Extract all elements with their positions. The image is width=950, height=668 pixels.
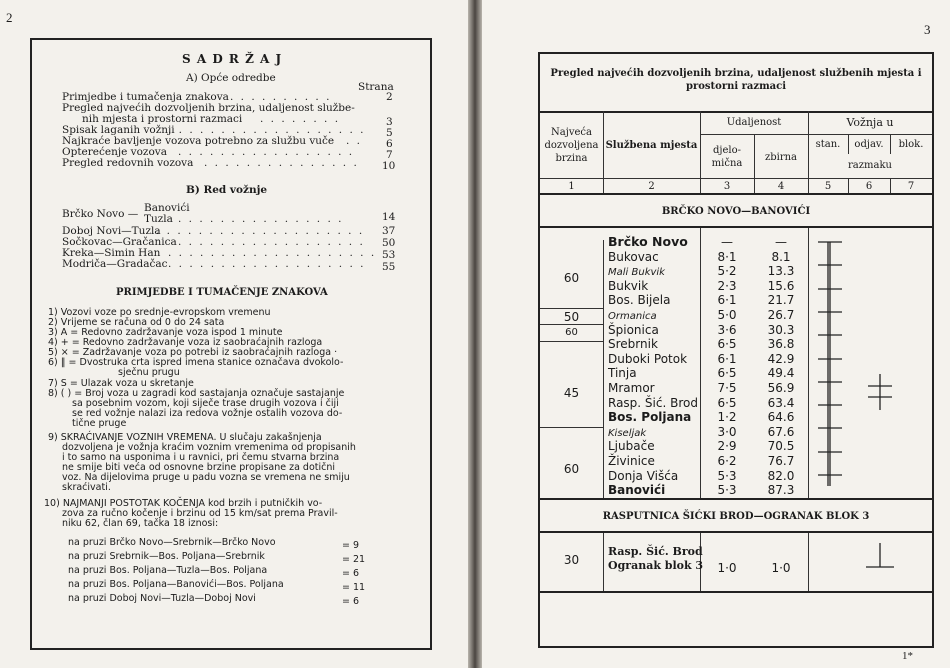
col-number: 4 [777, 181, 785, 192]
distance-part: 3·6 [717, 322, 737, 337]
remark-line: 6) ‖ = Dvostruka crta ispred imena stanice označava dvokolo- [48, 357, 344, 368]
rule [540, 193, 932, 195]
remark-line: 9) SKRAĆIVANJE VOZNIH VREMENA. U slučaju zakašnjenja [48, 432, 322, 443]
toc-b-item: Sočkovac—Gračanica [62, 236, 177, 248]
toc-a-item-7: Pregled redovnih vozova [62, 157, 194, 169]
rule [700, 134, 932, 135]
toc-a-item-4: Spisak laganih vožnji [62, 124, 175, 136]
header-travel: Vožnja u [846, 116, 894, 129]
toc-dots: . . . . . . . . . . . . . . . . . [178, 146, 355, 158]
col-number: 2 [648, 181, 655, 192]
track-diagram [808, 533, 932, 591]
book-spine [468, 0, 482, 668]
toc-a-item-2: Pregled najvećih dozvoljenih brzina, udaljenost službe- [62, 102, 355, 114]
header-dist-total: zbirna [764, 152, 798, 163]
braking-value: = 6 [342, 568, 360, 579]
speed-value: 60 [563, 462, 580, 476]
toc-page: 7 [386, 149, 393, 161]
station-name: Bos. Poljana [608, 410, 692, 425]
distance-part: 6·5 [717, 366, 737, 381]
rule [540, 308, 603, 309]
header-razmaku: razmaku [848, 160, 892, 171]
station-name: Srebrnik [608, 337, 658, 352]
distance-part: 2·3 [717, 278, 737, 293]
station-name: Rasp. Šić. Brod [608, 545, 703, 558]
header-blok: blok. [898, 139, 924, 150]
left-page [0, 0, 468, 668]
header-odjav: odjav. [854, 139, 884, 150]
distance-part: 6·2 [717, 454, 737, 468]
rule [540, 591, 932, 593]
distance-part: 5·2 [717, 264, 737, 279]
col-number: 6 [865, 181, 873, 192]
station-name: Mramor [608, 381, 655, 395]
speed-value: 45 [563, 386, 580, 400]
header-dist-part: djelo- [712, 145, 742, 156]
remark-line: sa posebnim vozom, koji siječe trase drugih vozova i čiji [72, 398, 339, 409]
distance-total: 13.3 [767, 264, 795, 279]
rule [540, 427, 603, 428]
track-diagram [808, 228, 932, 498]
station-name: Špionica [608, 322, 659, 337]
distance-total: 87.3 [767, 483, 795, 498]
toc-dots: . . . . . . . . [260, 113, 341, 125]
table-title: Pregled najvećih dozvoljenih brzina, udaljenost službenih mjesta i [550, 68, 922, 79]
distance-part: 5·3 [717, 483, 737, 498]
remark-line: dozvoljena je vožnja kraćim voznim vremenima od propisanih [62, 442, 356, 453]
col-number: 1 [568, 181, 575, 192]
header-speed: Najveća [551, 127, 592, 138]
braking-line: na pruzi Bos. Poljana—Tuzla—Bos. Poljana [68, 565, 268, 576]
speed-value: 60 [563, 271, 580, 285]
remark-line: ne smije biti veća od osnovne brzine propisane za dotični [62, 462, 336, 473]
toc-b-first-top: Banovići [144, 202, 190, 214]
toc-page: 3 [386, 116, 393, 128]
remarks-title: PRIMJEDBE I TUMAČENJE ZNAKOVA [116, 287, 328, 298]
toc-a-item-6: Opterećenje vozova [62, 146, 167, 158]
remark-line: 3) A = Redovno zadržavanje voza ispod 1 minute [48, 327, 283, 338]
station-name: Ogranak blok 3 [608, 559, 704, 572]
speed-value: 30 [563, 553, 580, 567]
distance-total: 42.9 [767, 351, 795, 366]
toc-dots: . . . . . . . . . . . . . . . . . . . [168, 258, 366, 270]
toc-page: 37 [382, 225, 396, 237]
distance-part: 7·5 [717, 381, 737, 395]
header-dist-part: mična [711, 158, 743, 169]
toc-page: 55 [382, 261, 396, 273]
toc-dots: . . . . . . . . . . . . . . . . . . . [168, 124, 366, 136]
toc-page: 6 [386, 138, 393, 150]
station-name: Bukvik [608, 278, 649, 293]
toc-b-item: Doboj Novi—Tuzla [62, 225, 161, 237]
toc-dots: . . . . . . . . . . . . . . . . . . . . [168, 247, 377, 259]
distance-total: 15.6 [767, 278, 795, 293]
toc-page: 14 [382, 211, 396, 223]
toc-page: 50 [382, 237, 396, 249]
header-speed: brzina [555, 153, 588, 164]
station-name: Živinice [608, 454, 655, 468]
remark-line: 10) NAJMANJI POSTOTAK KOČENJA kod brzih i putničkih vo- [44, 498, 323, 509]
distance-part: 8·1 [717, 249, 737, 264]
toc-b-item: Modriča—Gradačac [62, 258, 168, 270]
distance-total: — [775, 235, 787, 249]
distance-total: 70.5 [767, 439, 795, 454]
remark-line: niku 62, član 69, tačka 18 iznosi: [62, 518, 219, 529]
toc-dots: . . . . . . . . . . [230, 91, 332, 103]
remark-line: tične pruge [72, 418, 127, 429]
distance-total: 30.3 [767, 322, 795, 337]
braking-line: na pruzi Srebrnik—Bos. Poljana—Srebrnik [68, 551, 265, 562]
section-a-heading: A) Opće odredbe [186, 72, 276, 84]
toc-dots: . . . . . . . . . . . . . . . [204, 157, 359, 169]
station-name: Brčko Novo [608, 234, 688, 249]
rule [540, 324, 603, 325]
page-number: 2 [6, 10, 13, 25]
table-title: prostorni razmaci [685, 81, 787, 92]
remark-line: 4) + = Redovno zadržavanje voza iz saobraćajnih razloga [48, 337, 323, 348]
col-number: 3 [723, 181, 731, 192]
toc-page: 10 [382, 160, 396, 172]
remark-line: 8) ( ) = Broj voza u zagradi kod sastajanja označuje sastajanje [48, 388, 345, 399]
toc-page: 2 [386, 91, 393, 103]
distance-total: 1·0 [771, 561, 791, 575]
header-station: Službena mjesta [605, 140, 698, 151]
braking-line: na pruzi Bos. Poljana—Banovići—Bos. Poljana [68, 579, 284, 590]
station-name: Banovići [608, 483, 666, 498]
braking-value: = 11 [342, 582, 366, 593]
distance-part: 2·9 [717, 439, 737, 454]
col-number: 7 [907, 181, 915, 192]
distance-part: 3·0 [717, 424, 737, 439]
remark-line: zova za ručno kočenje i brzinu od 15 km/sat prema Pravil- [62, 508, 338, 519]
toc-b-first-left: Brčko Novo — [62, 208, 139, 220]
distance-part: 1·2 [717, 410, 737, 425]
toc-dots: . . . . . . . . . . . . . . . . [178, 213, 344, 225]
contents-frame [30, 38, 432, 650]
toc-a-item-5: Najkraće bavljenje vozova potrebno za službu vuče [62, 135, 335, 147]
remark-line: i to samo na usponima i u ravnici, pri čemu stvarna brzina [62, 452, 340, 463]
toc-a-item-1: Primjedbe i tumačenja znakova [62, 91, 229, 103]
distance-total: 82.0 [767, 468, 795, 483]
remark-line: 1) Vozovi voze po srednje-evropskom vremenu [48, 307, 271, 318]
distance-total: 49.4 [767, 366, 795, 381]
page-number: 3 [924, 22, 931, 37]
distance-total: 67.6 [767, 424, 795, 439]
remark-line: 5) × = Zadržavanje voza po potrebi iz saobraćajnih razloga · [48, 347, 338, 358]
distance-part: 6·1 [717, 351, 737, 366]
section-heading: BRČKO NOVO—BANOVIĆI [661, 206, 811, 217]
remark-line: sječnu prugu [118, 367, 180, 378]
header-stan: stan. [815, 139, 841, 150]
station-name: Bos. Bijela [608, 293, 671, 308]
section-heading: RASPUTNICA ŠIĆKI BROD—OGRANAK BLOK 3 [602, 511, 870, 522]
distance-part: 6·1 [717, 293, 737, 308]
contents-title: S A D R Ž A J [182, 52, 283, 66]
distance-total: 36.8 [767, 337, 795, 352]
remark-line: skraćivati. [62, 482, 111, 493]
rule [540, 178, 932, 179]
speed-value: 60 [565, 327, 578, 338]
braking-line: na pruzi Brčko Novo—Srebrnik—Brčko Novo [68, 537, 276, 548]
station-name: Duboki Potok [608, 351, 688, 366]
remark-line: se red vožnje nalazi iza redova vožnje ostalih vozova do- [72, 408, 343, 419]
rule [540, 498, 932, 500]
braking-value: = 9 [342, 540, 360, 551]
distance-total: 76.7 [767, 454, 795, 468]
signature-mark: 1* [902, 650, 913, 662]
station-name: Mali Bukvik [608, 267, 665, 279]
station-name: Tinja [608, 366, 637, 381]
header-speed: dozvoljena [544, 140, 599, 151]
distance-part: — [721, 235, 733, 249]
distance-total: 26.7 [767, 308, 795, 322]
section-b-heading: B) Red vožnje [186, 184, 268, 196]
rule [603, 533, 604, 591]
toc-dots: . . . . . . . . . . . . . . . . . . [178, 236, 365, 248]
distance-part: 1·0 [717, 561, 737, 575]
rule [603, 240, 604, 498]
station-name: Kiseljak [608, 427, 647, 439]
distance-part: 5·0 [717, 308, 737, 322]
distance-part: 6·5 [717, 337, 737, 352]
strana-label: Strana [358, 81, 394, 93]
distance-total: 21.7 [767, 293, 795, 308]
remark-line: 2) Vrijeme se računa od 0 do 24 sata [48, 317, 225, 328]
braking-line: na pruzi Doboj Novi—Tuzla—Doboj Novi [68, 593, 256, 604]
remark-line: voz. Na dijelovima pruge u padu vozna se vremena ne smiju [62, 472, 350, 483]
braking-value: = 6 [342, 596, 360, 607]
remark-line: 7) S = Ulazak voza u skretanje [48, 378, 194, 389]
toc-a-item-3: nih mjesta i prostorni razmaci [82, 113, 243, 125]
rule [540, 111, 932, 113]
station-name: Ormanica [608, 311, 657, 322]
distance-total: 8.1 [771, 249, 791, 264]
station-name: Ljubače [608, 439, 655, 454]
distance-total: 63.4 [767, 395, 795, 410]
col-number: 5 [824, 181, 832, 192]
distance-part: 5·3 [717, 468, 737, 483]
distance-part: 6·5 [717, 395, 737, 410]
station-name: Rasp. Šić. Brod [608, 395, 698, 410]
rule [540, 341, 603, 342]
speed-value: 50 [563, 310, 580, 324]
distance-total: 56.9 [767, 381, 795, 395]
distance-total: 64.6 [767, 410, 795, 425]
toc-page: 53 [382, 249, 396, 261]
toc-b-item: Kreka—Simin Han [62, 247, 161, 259]
toc-dots: . . . . . . . . . . . . . . . . . . . . [156, 225, 365, 237]
toc-b-first-bottom: Tuzla [144, 213, 173, 225]
speed-table-frame [538, 52, 934, 648]
braking-value: = 21 [342, 554, 366, 565]
toc-dots: . . [346, 135, 363, 147]
header-distance: Udaljenost [726, 117, 782, 128]
station-name: Donja Višća [608, 468, 679, 483]
toc-page: 5 [386, 127, 393, 139]
station-name: Bukovac [608, 249, 659, 264]
